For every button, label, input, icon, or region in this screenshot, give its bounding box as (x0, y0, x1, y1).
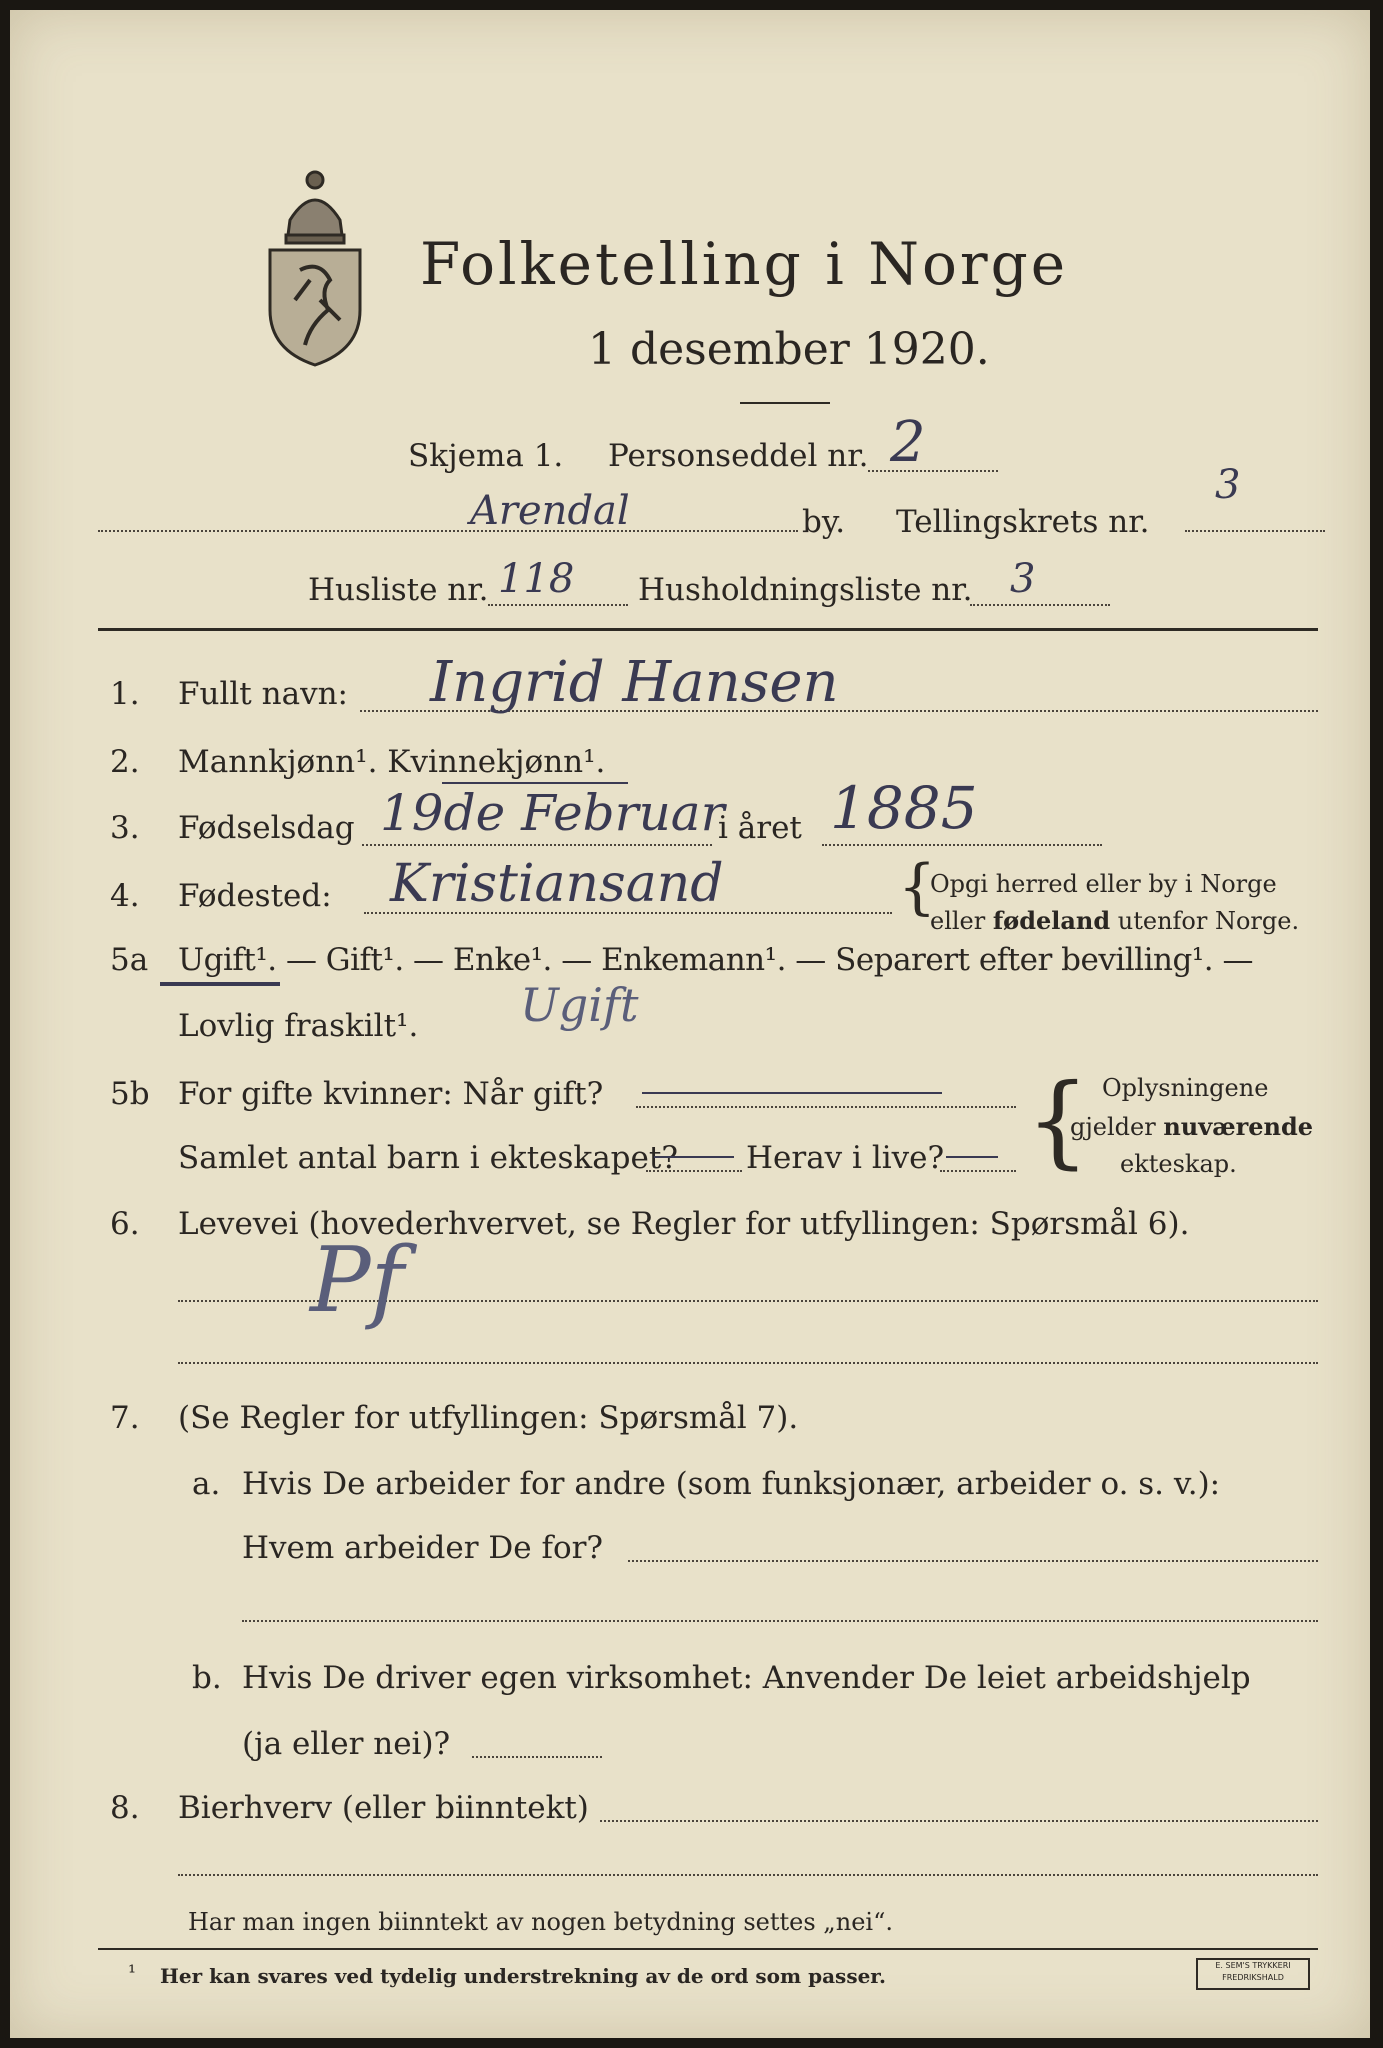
q4-note-line1: Opgi herred eller by i Norge (930, 870, 1277, 898)
q7b-number: b. (192, 1660, 222, 1696)
form-title: Folketelling i Norge (420, 230, 1069, 298)
personseddel-label: Personseddel nr. (608, 438, 869, 474)
tellingskrets-label: Tellingskrets nr. (896, 504, 1150, 540)
q5b-line2b: Herav i live? (746, 1140, 945, 1176)
q5b-line1: For gifte kvinner: Når gift? (178, 1076, 604, 1112)
skjema-label: Skjema 1. (408, 438, 564, 474)
q4-number: 4. (110, 878, 140, 914)
ugift-underline (160, 982, 280, 986)
husliste-value[interactable]: 118 (498, 556, 575, 602)
q7b-line2: (ja eller nei)? (242, 1726, 451, 1762)
q8-label: Bierhverv (eller biinntekt) (178, 1790, 589, 1826)
form-date: 1 desember 1920. (588, 324, 990, 375)
q7-label: (Se Regler for utfyllingen: Spørsmål 7). (178, 1400, 799, 1436)
full-name-value[interactable]: Ingrid Hansen (430, 650, 839, 715)
by-value[interactable]: Arendal (470, 488, 630, 534)
q6-label: Levevei (hovederhvervet, se Regler for utfyllingen: Spørsmål 6). (178, 1206, 1190, 1242)
q5a-line2: Lovlig fraskilt¹. (178, 1008, 419, 1044)
birth-year-value[interactable]: 1885 (830, 774, 978, 842)
q8-note: Har man ingen biinntekt av nogen betydning settes „nei“. (188, 1908, 893, 1936)
q3-label: Fødselsdag (178, 810, 355, 846)
children-alive-dash (946, 1156, 998, 1158)
header-separator (98, 628, 1318, 631)
birthplace-value[interactable]: Kristiansand (390, 854, 724, 914)
q7b-line1: Hvis De driver egen virksomhet: Anvender De leiet arbeidshjelp (242, 1660, 1251, 1696)
q7a-line1: Hvis De arbeider for andre (som funksjonær, arbeider o. s. v.): (242, 1466, 1221, 1502)
marital-status-value[interactable]: Ugift (520, 978, 639, 1032)
q7a-number: a. (192, 1466, 221, 1502)
footnote-text: Her kan svares ved tydelig understrekning av de ord som passer. (160, 1964, 886, 1988)
married-date-dash (642, 1092, 942, 1094)
q7-number: 7. (110, 1400, 140, 1436)
q2-label: Mannkjønn¹. Kvinnekjønn¹. (178, 744, 606, 780)
coat-of-arms-icon (250, 160, 380, 370)
husliste-label: Husliste nr. (308, 572, 489, 608)
occupation-value[interactable]: Pf (310, 1228, 404, 1333)
by-label: by. (802, 504, 846, 540)
q5a-line1: Ugift¹. — Gift¹. — Enke¹. — Enkemann¹. — Separert efter bevilling¹. — (178, 942, 1253, 978)
q4-note-line2: eller fødeland utenfor Norge. (930, 906, 1300, 935)
q8-number: 8. (110, 1790, 140, 1826)
title-divider (740, 402, 830, 404)
q1-label: Fullt navn: (178, 676, 348, 712)
husholdningsliste-label: Husholdningsliste nr. (638, 572, 973, 608)
q5b-note3: ekteskap. (1120, 1150, 1237, 1178)
census-form: Folketelling i Norge 1 desember 1920. Skjema 1. Personseddel nr. 2 Arendal by. Tellingskrets nr. 3 Husliste nr. 118 Husholdningsliste nr. 3 1. Fullt navn: Ingrid Hansen 2. Mannkjønn¹. Kvinnekjønn¹. 3. Fødselsdag 19de Februar i året 1885 4. Fødested: Kristiansand { Opgi herred eller by i Norge eller fødeland utenfor Norge. 5a Ugift¹. — Gift¹. — Enke¹. — Enkemann¹. — Separert efter bevilling¹. — Lovlig fraskilt¹. Ugift 5b For gifte kvinner: Når gift? Samlet antal barn i ekteskapet? Herav i live? { Oplysningene gjelder nuværende ekteskap. 6. Levevei (hovederhvervet, se Regler for utfyllingen: Spørsmål 6). Pf 7. (Se Regler for utfyllingen: Spørsmål 7). a. Hvis De arbeider for andre (som funksjonær, arbeider o. s. v.): Hvem arbeider De for? b. Hvis De driver egen virksomhet: Anvender De leiet arbeidshjelp (ja eller nei)? 8. Bierhverv (eller biinntekt) Har man ingen biinntekt av nogen betydning settes „nei“. ¹ Her kan svares ved tydelig understrekning av de ord som passer. E. SEM'S TRYKKERI FREDRIKSHALD (10, 10, 1370, 2038)
footnote-mark: ¹ (128, 1960, 137, 1984)
husholdningsliste-value[interactable]: 3 (1010, 556, 1036, 602)
q1-number: 1. (110, 676, 140, 712)
q6-number: 6. (110, 1206, 140, 1242)
footnote-separator (98, 1948, 1318, 1950)
q5b-line2a: Samlet antal barn i ekteskapet? (178, 1140, 678, 1176)
year-label: i året (718, 810, 802, 846)
birthday-value[interactable]: 19de Februar (380, 784, 725, 842)
printer-stamp: E. SEM'S TRYKKERI FREDRIKSHALD (1196, 1958, 1310, 1990)
q7a-line2: Hvem arbeider De for? (242, 1530, 604, 1566)
q5b-note2: gjelder nuværende (1070, 1112, 1314, 1141)
q5b-number: 5b (110, 1076, 150, 1112)
q2-number: 2. (110, 744, 140, 780)
tellingskrets-value[interactable]: 3 (1215, 462, 1241, 508)
personseddel-value[interactable]: 2 (890, 410, 926, 475)
children-count-dash (654, 1156, 734, 1158)
q4-label: Fødested: (178, 878, 332, 914)
q5b-note1: Oplysningene (1102, 1074, 1269, 1102)
q3-number: 3. (110, 810, 140, 846)
q5a-number: 5a (110, 942, 149, 978)
